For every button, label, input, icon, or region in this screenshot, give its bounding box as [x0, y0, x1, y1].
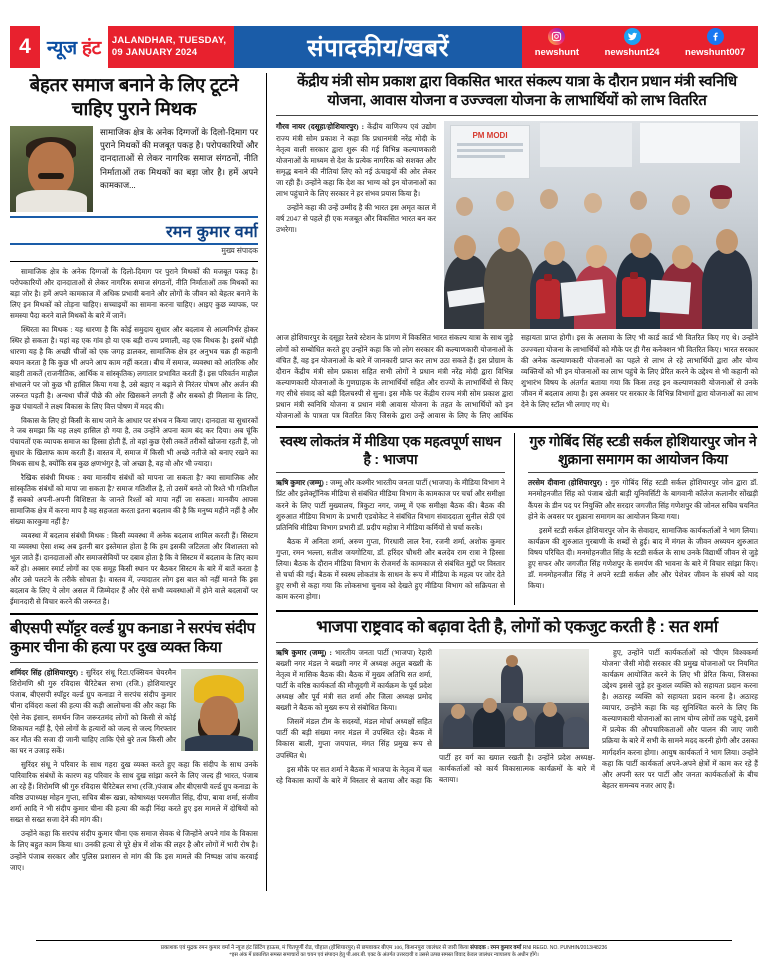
satsharma-para: इस मौके पर सत शर्मा ने बैठक में भाजपा के नेतृत्व में चल रहे विकास कार्यों के बारे में विस्तार से बताया और कहा कि पार्टी हर वर्ग का ख्याल रखती है। उन्होंने प्रदेश अध्यक्ष-कार्यकर्ताओं को कार्य विकासात्मक कार्यक्रमों के बारे में बताया। — [276, 752, 595, 785]
study-dateline: तरसेम दीवाना (होशियारपुर) : — [527, 478, 608, 488]
center-dateline: गौरव नायर (दसूहा/होशियारपुर) : — [276, 122, 365, 132]
dateline-block — [108, 26, 234, 68]
media-para: बैठक में अनिता शर्मा, अरुण गुप्ता, गिरधारी लाल रैना, रजनी शर्मा, अशोक कुमार गुप्ता, रमन भल्ला, सतीश जयगोटिया, डॉ. हरिंदर चौधरी और बलदेव राम रात्रा ने हिस्सा लिया। बैठक के दौरान मीडिया विभाग के रोजमर्रा के कामकाज से संबंधित मुद्दों पर विस्तार से चर्चा की गई। बैठक में स्वस्थ लोकतंत्र के साधन के रूप में मीडिया के महत्व पर जोर देते हुए सभी से कहा गया कि लोकसभा चुनाव को देखते हुए मीडिया विभाग को सक्रियता से काम करना होगा। — [276, 536, 505, 602]
editorial-body — [10, 267, 258, 607]
pm-modi-banner — [450, 125, 530, 179]
facebook-handle: newshunt007 — [685, 46, 746, 58]
media-article-headline: स्वस्थ लोकतंत्र में मीडिया एक महत्वपूर्ण साधन है : भाजपा — [279, 433, 501, 467]
bottom-left-para-text: सुरिंदर संधू रिटा.एक्सियन चेयरमैन शिरोमणि श्री गुरु रविदास चैरिटेबल सभा (रजि.) होशियारपुर पंजाब, बीएसपी स्पॉट्टर वर्ल्ड ग्रुप कनाडा ने सरपंच संदीप कुमार चीना दविंदरा कलां की हत्या की कड़ी आलोचना की और कहा कि ऐसे नेक इंसान, समर्थन जिन जरूरतमंद लोगों को किसी से कोई शिकायत नहीं है, ऐसे लोगों के हत्यारों को जल्द से जल्द गिरफ्तार कर मौत की सजा दी जानी चाहिए ताकि ऐसे बुरे तत्व किसी और का घर न उजाड़ सकें। — [10, 668, 176, 755]
editorial-para: विकास के लिए हो किसी के साथ जाने के आधार पर संभव न किया जाए। दानदाता या सुधारकों ने जब समझा कि यह लक्ष्य हासिल हो गया है, तब उन्होंने अपना काम बंद कर दिया। अब चूंकि पंचायतों एक व्यापक समाज का हिस्सा होती हैं, तो वहां कुछ ऐसी तकतें तरीकों खोजना रहती हैं, जो सुधार के खिलाफ काम करती हैं। वास्तव में, समाज में किसी भी अच्छे नतीजे को बनाए रखने का मिथक साथ है, क्योंकि सब कुछ क्षणभंगुर है, जो अच्छा है, वह वो और भी ज्यादा। — [10, 416, 258, 469]
editorial-intro — [10, 126, 258, 212]
crowd-figures — [444, 189, 758, 329]
instagram-icon — [548, 28, 565, 45]
footer-editor: संपादक : रमन कुमार वर्मा — [470, 944, 522, 951]
column-divider — [514, 433, 519, 605]
center-article-photo — [444, 121, 758, 329]
editor-photo — [10, 126, 93, 212]
study-circle-article — [528, 433, 758, 605]
bjp-meeting-photo — [439, 649, 589, 749]
satsharma-body — [276, 647, 758, 794]
left-column — [10, 73, 267, 891]
content-columns — [10, 73, 758, 891]
editorial-headline: बेहतर समाज बनाने के लिए टूटने चाहिए पुराने मिथक — [29, 74, 239, 119]
dateline-date: 09 JANUARY 2024 — [111, 47, 198, 58]
satsharma-dateline: ऋषि कुमार (जम्मू) : — [276, 647, 332, 657]
satsharma-headline: भाजपा राष्ट्रवाद को बढ़ावा देती है, लोगों को एकजुट करती है : सत शर्मा — [316, 618, 718, 637]
facebook-icon — [707, 28, 724, 45]
publication-logo[interactable] — [40, 26, 108, 68]
editorial-para: व्यवस्था में बदलाव संबंधी मिथक : किसी व्यवस्था में अनेक बदलाव शामिल करती हैं। सिस्टम या व्यवस्था ऐसा शब्द अब इतनी बार इस्तेमाल होता है कि हम इसकी जटिलता और विशालता को भूल जाते हैं। दानदाताओं और समाजसेवियों पर दबाव होता है कि वे सिस्टम में बदलाव के लिए काम करें हो। अक्सर स्मार्ट लोगों का एक समूह किसी स्थान पर बैठकर सिस्टम के बारे में बातें करता है और उसे पलटने के तरीके सोचता है। वास्तव में, ज्यादातर लोग इस बात को नहीं मानते कि इस बदलाव के लिए ये लोग असल में जिम्मेदार हैं और ऐसे सभी व्यवस्थाओं में होने वाले बदलावों पर ईमानदारी से विचार करने की जरूरत है। — [10, 531, 258, 606]
editorial-para: रैखिक संबंधी मिथक : क्या मानवीय संबंधों को मापना जा सकता है? क्या सामाजिक और सांस्कृतिक संबंधों को मापा जा सकता है? समाज गतिशील है, तो उसमें बनते जो रिश्ते भी गतिशील हैं सबको अपनी-अपनी विशिष्टता के जानते रिश्तों को मापा नहीं जा सकता। मानवीय आपस सामाजिक क्षेत्र में करना माप है वह सहजता करता इतना बदलाव की है कि मनुष्य महीने नहीं है और संख्या कारकुमा नहीं है? — [10, 474, 258, 526]
bottom-left-para: उन्होंने कहा कि सरपंच संदीप कुमार चीना एक समाज सेवक थे जिन्होंने अपने गांव के विकास के लिए बहुत काम किया था। उनकी हत्या से पूरे क्षेत्र में शोक की लहर है और लोगों में भारी रोष है। उन्होंने पंजाब सरकार और पुलिस प्रशासन से मांग की कि इस मामले की निष्पक्ष जांच करवाई जाए। — [10, 829, 258, 872]
bottom-left-headline: बीएसपी स्पॉट्टर वर्ल्ड ग्रुप कनाडा ने सरपंच संदीप कुमार चीना की हत्या पर दुख व्यक्त किया — [10, 620, 255, 657]
social-bar — [522, 26, 758, 68]
satsharma-para: हुए, उन्होंने पार्टी कार्यकर्ताओं को 'पीएम विश्वकर्मा योजना' जैसी मोदी सरकार की प्रमुख योजनाओं पर नियमित कार्यक्रम आयोजित करने के लिए भी प्रेरित किया, जिसका उद्देश्य इससे जुड़े हर कुशल व्यक्ति को सहायता प्रदान करना है। अठारह व्यक्ति को सहायता प्रदान करना है। अठारह व्यापार, उन्होंने कहा कि यह सुनिश्चित करने के लिए कि कल्याणकारी योजनाओं का लाभ योग्य लोगों तक पहुंचे, इसमें में प्रत्येक की औपचारिकताओं और पालन की जाए जारी प्रक्रिया के बारे में सभी के सामने मदद करनी होगी और उसका मार्गदर्शन करना होगा। आयुष कार्यकर्ता ने भाग लिया। उन्होंने कहा कि पार्टी कार्यकर्ता अपने-अपने क्षेत्रों में काम कर रहे हैं और अपनी स्तर पर पार्टी और जनता कार्यकर्ताओं के बीच बेहतर समन्वय नजर आए हैं। — [602, 647, 758, 790]
center-para: उन्होंने कहा की उन्हें उम्मीद है की भारत इस अमृत काल में वर्ष 2047 से पहले ही एक मजबूत और विकसित भारत बन कर उभरेगा। — [276, 203, 436, 235]
footer-line1 — [22, 944, 746, 953]
satsharma-para-lead — [276, 647, 432, 713]
media-para-text: जम्मू और कश्मीर भारतीय जनता पार्टी (भाजपा) के मीडिया विभाग ने प्रिंट और इलेक्ट्रॉनिक मीडिया से संबंधित मीडिया विभाग के कामकाज पर चर्चा और समीक्षा करने के लिए पार्टी मुख्यालय, त्रिकुटा नगर, जम्मू में एक समीक्षा बैठक की। बैठक की शुरुआत मीडिया विभाग के प्रभारी एडवोकेट ने संबंधित विभाग संवाददाता सुनील सेठी एवं प्रतिनिधि मीडिया विभाग प्रभारी डॉ. प्रदीप महोत्रा ने मीडिया कर्मियों से चर्चा करके। — [276, 478, 505, 532]
editorial-lead: सामाजिक क्षेत्र के अनेक दिग्गजों के दिलो-दिमाग पर पुराने मिथकों की मजबूत पकड़ है। परोपकारियों और दानदाताओं से लेकर नागरिक समाज संगठनों, नीति निर्माताओं तक मिथकों का बड़ा जोर है। हमें अपने कामकाज... — [100, 127, 258, 190]
editor-byline — [10, 216, 258, 245]
satsharma-para: जिसमें मंडल टीम के सदस्यों, मंडल मोर्चा अध्यक्षों सहित पार्टी की बड़ी संख्या नगर मंडल में उपस्थित रहे। बैठक में विकास बाली, गुप्ता जयपाल, मंगत सिंह प्रमुख रूप से उपस्थित थे। — [276, 717, 432, 760]
social-twitter[interactable] — [605, 28, 660, 57]
study-circle-headline: गुरु गोबिंद सिंह स्टडी सर्कल होशियारपुर जोन ने शुक्राना समागम का आयोजन किया — [529, 433, 757, 467]
newspaper-page — [0, 26, 768, 966]
satsharma-para-text: भारतीय जनता पार्टी (भाजपा) रेहारी बख्शी नगर मंडल ने बख्शी नगर में अध्यक्ष अतुल बख्शी के नेतृत्व में मासिक बैठक की। बैठक में मुख्य अतिथि सत शर्मा, पार्टी के वरिष्ठ कार्यकर्ता की मौजूदगी में कार्यक्रम के पूर्व प्रदेश अध्यक्ष और पूर्व मंत्री सत शर्मा और जिला अध्यक्ष प्रमोद बख्शी ने बैठक को मुख्य रूप से संबोधित किया। — [276, 647, 432, 713]
study-para-text: गुरु गोबिंद सिंह स्टडी सर्कल होशियारपुर जोन द्वारा डॉ. मनमोहनजीत सिंह को पंजाब खेती बाड़ी यूनिवर्सिटी के बागवानी कॉलेज कलानौर सोंखड़ी कैंपस के डीन पद पर नियुक्ति और सरदार जगजीत सिंह गणेशपुर की जोनल सचिव चयनित होने के अवसर पर शुक्राना समागम का आयोजन किया गया। — [527, 478, 758, 521]
center-article-text-column — [276, 121, 436, 329]
footer-legal-note: *इस अंक में प्रकाशित समस्त समाचारों का चयन एवं संपादन हेतु पी.आर.बी. एक्ट के अंतर्गत उत्तरदायी व उससे उत्पन्न समस्त विवाद केवल जालंधर न्यायालय के अधीन होंगे। — [229, 952, 539, 959]
social-instagram[interactable] — [535, 28, 579, 57]
twitter-handle: newshunt24 — [604, 46, 660, 58]
media-para-lead — [276, 477, 505, 532]
editorial-para: सामाजिक क्षेत्र के अनेक दिग्गजों के दिलो-दिमाग पर पुराने मिथकों की मजबूत पकड़ है। परोपकारियों और दानदाताओं से लेकर नागरिक समाज संगठनों, नीति निर्माताओं तक मिथकों का बड़ा जोर है। हमें अपने कामकाज में अधिक प्रभावी बनाने और लोगों के जीवन को बेहतर बनाने के लिए इन मिथकों को तोड़ना चाहिए। सच्चाइयों का सामना करना चाहिए। आइए कुछ व्यापक, पर समस्या पैदा करने वाले मिथकों के बारे में जानें। — [10, 268, 258, 321]
study-para-lead — [528, 477, 758, 521]
masthead — [10, 26, 758, 68]
bottom-left-dateline: शमिंदर सिंह (होशियारपुर) : — [10, 668, 84, 678]
pm-modi-banner-text: PM MODI — [472, 131, 508, 141]
footer-imprint-text: प्रकाशक एवं मुद्रक रमन कुमार वर्मा ने न्यूज हंट प्रिंटिंग हाऊस, मं चितपूर्णी रोड, चौहाल (होशियारपुर) से छपवाकर बीएम 106, किशनपुरा जालंधर से जारी किया — [160, 944, 469, 951]
logo-secondary: हंट — [81, 38, 101, 59]
media-article-body — [276, 477, 505, 602]
bottom-left-body — [10, 667, 258, 875]
logo-text — [47, 34, 101, 60]
study-para: इसमें स्टडी सर्कल होशियारपुर जोन के सेवादार, सामाजिक कार्यकर्ताओं ने भाग लिया। कार्यक्रम की शुरुआत गुरबाणी के शब्दों से हुई। बाद में मंगल के जीवन अध्ययन शुरुआत विषय परिचित दी। मनमोहनजीत सिंह के स्टडी सर्कल के साथ उनके विद्यार्थी जीवन से जुड़े हुए सफर और जगजीत सिंह गणेशपुर के समर्पण की भावना के बारे में विचार सांझा किए। डॉ. मनमोहनजीत सिंह ने अपने स्टडी सर्कल और और पेशेवर जीवन के संघर्ष को याद किया। — [527, 525, 758, 591]
center-headline: केंद्रीय मंत्री सोम प्रकाश द्वारा विकसित भारत संकल्प यात्रा के दौरान प्रधान मंत्री स्वनिधि योजना, आवास योजना व उज्ज्वला योजना के लाभार्थियों को लाभ वितरित — [297, 74, 737, 110]
dateline-city-day: JALANDHAR, TUESDAY, — [111, 35, 227, 47]
center-para: आज होशियारपुर के दसूहा रेलवे स्टेशन के प्रांगण में विकसित भारत संकल्प यात्रा के साथ जुड़े लोगों को सम्बोधित करते हुए उन्होंने कहा कि जो लोग सरकार की कल्याणकारी योजनाओं के वंचित हैं, वह इन योजनाओं के बारे में जानकारी प्राप्त कर लाभ उठा सकते हैं। इस प्रोग्राम के दौरान केंद्रीय मंत्री सोम प्रकाश सहित सभी लोगों ने प्रधान मंत्री नरेंद्र मोदी द्वारा विभिन्न कल्याणकारी योजनाओं के गुणग्राहक के लाभार्थियों सहित और राज्यों के लाभार्थियों से किए गए सीधे संवाद को बड़ी दिलचस्पी से सुना। इस मौके पर केंद्रीय राज्य मंत्री सोम प्रकाश द्वारा प्रधान मंत्री स्वनिधि योजना व प्रधान मंत्री आवास योजना के तहत के लाभार्थियों को इन योजनाओं के पात्रता पत्र वितरित किए जिसके द्वारा उन्हें आवास के लिए के लिए आर्थिक सहायता प्राप्त होगी। इस के अलावा के लिए भी कार्ड कार्ड भी वितरित किए गए थे। उन्होंने उज्ज्वला योजना के लाभार्थियों को मौके पर ही गैस कनेक्शन भी वितरित किए। भारत सरकार की अनेक कल्याणकारी योजनाओं का पहले से लाभ ले रहे लाभार्थियों द्वारा और योग्य व्यक्तियों को भी इन योजनाओं का लाभ पहुंचे के लिए प्रेरित करने के उद्देश्य से भी कहानी को शुभारंभ विषय के अंतर्गत बताया गया कि किस तरह इन कल्याणकारी योजनाओं से उनके जीवन में बदलाव आया है। इस अवसर पर सरकार के विभिन्न विभागों द्वारा योजनाओं का लाभ देने के लिए स्टॉल भी लगाए गए थे। — [276, 333, 758, 421]
logo-primary: न्यूज — [47, 38, 77, 59]
center-para-lead — [276, 121, 436, 199]
social-facebook[interactable] — [685, 28, 745, 57]
sandhu-portrait-photo — [181, 669, 258, 751]
section-title: संपादकीय/खबरें — [234, 26, 522, 68]
center-article-top — [276, 121, 758, 329]
study-circle-body — [528, 477, 758, 591]
media-dateline: ऋषि कुमार (जम्मू) : — [276, 478, 329, 488]
footer-imprint — [0, 940, 768, 960]
right-column — [267, 73, 758, 891]
media-article — [276, 433, 505, 605]
sub-articles-row — [276, 433, 758, 605]
instagram-handle: newshunt — [534, 46, 580, 58]
center-article-continued — [276, 332, 758, 421]
center-para-text: केंद्रीय वाणिज्य एवं उद्योग राज्य मंत्री सोम प्रकाश ने कहा कि प्रधानमंत्री नरेंद्र मोदी के नेतृत्व वाली सरकार द्वारा शुरू की गई विभिन्न कल्याणकारी योजनाओं के माध्यम से देश के प्रत्येक नागरिक को सशक्त और समृद्ध बनाने की नीतियां लिए को नई ऊंचाइयों की ओर लेकर जा रही हैं। उन्होंने कहा कि देश का भाग्य को इन योजनाओं का लाभ पहुंचाने के लिए सरकार ने हर संभव प्रयास किया है। — [276, 122, 437, 198]
bottom-left-para: सुरिंदर संधू ने परिवार के साथ गहरा दुख व्यक्त करते हुए कहा कि संदीप के साथ उनके पारिवारिक संबंधों के कारण वह परिवार के साथ दुख सांझा करने के लिए जल्द ही भारत, पंजाब आ रहे हैं। शिरोमणि श्री गुरु रविदास चैरिटेबल सभा (रजि.)पंजाब और बीएसपी वर्ल्ड ग्रुप कनाडा के वरिष्ठ उपाध्यक्ष मोहन गुप्ता, सचिव बीरू खन्ना, कोषाध्यक्ष परमजीत सिंह, दीपा, बावा शर्मा, संजीव शर्मा आदि ने भी संदीप कुमार चीना की हत्या की कड़ी निंदा करते हुए इस मामले में दोषियों को सख्त से सख्त सजा देने की मांग की। — [10, 759, 258, 825]
editorial-para: स्थिरता का मिथक : यह धारणा है कि कोई समुदाय सुधार और बदलाव से आत्मनिर्भर होकर स्थिर हो सकता है। यहां वह एक गांव हो या एक बड़ी राज्य प्रणाली, वह एक मिथक है। इसमें थोड़ी धारणा यह है कि अच्छी चीजों को एक जगह डालकर, सामाजिक क्षेत्र हर अनुभव चक्र ही कहानी बयान करता है कि कुछ भी अपने आप काम नहीं करता। बीच में समाज, व्यवस्था को आंतरिक और बाहरी ताकतें (राजनीतिक, आर्थिक व सांस्कृतिक) लगातार प्रभावित करती हैं। इस परिवर्तन माहौल संभालने पर जो कुछ भी हासिल किया गया है, उसे बहाए न बढ़ाने से निरंतर पोषण और अर्जन की जरूरत पड़ती है। अन्यथा चीजें पीछे की ओर खिसकने लगती हैं और सबको ही मिलाना के लिए, कुछ पंचायतों ने लक्ष्य विकास के लिए वित्त पोषण में मदद की। — [10, 326, 258, 411]
editor-name: रमन कुमार वर्मा — [165, 224, 258, 242]
twitter-icon — [624, 28, 641, 45]
editor-role: मुख्य संपादक — [221, 246, 258, 256]
footer-rni: RNI REGD. NO. PUNHIN/2013/48236 — [522, 944, 608, 951]
page-number: 4 — [10, 26, 40, 68]
